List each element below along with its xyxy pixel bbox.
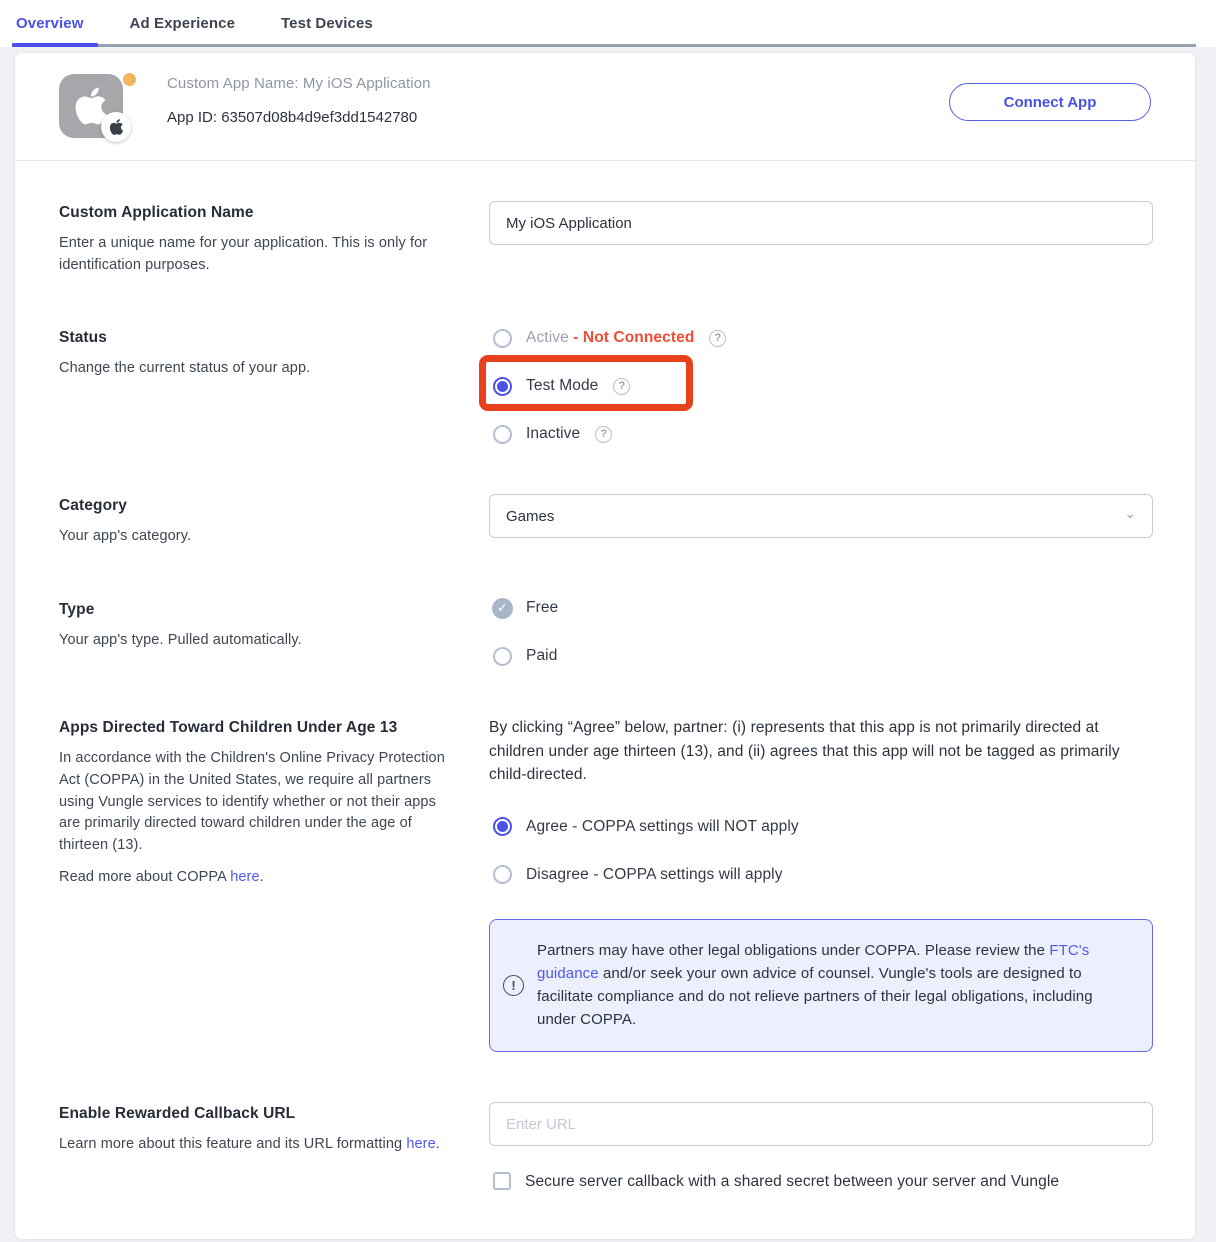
status-option-test-mode[interactable] bbox=[489, 376, 1153, 396]
chevron-down-icon: ⌄ bbox=[1124, 505, 1136, 522]
inactive-radio[interactable] bbox=[493, 425, 512, 444]
row-category bbox=[59, 494, 1151, 548]
status-options bbox=[489, 326, 1153, 444]
coppa-here-link[interactable]: here bbox=[230, 868, 260, 885]
ios-platform-badge bbox=[101, 112, 131, 142]
coppa-read-more: Read more about COPPA here. bbox=[59, 868, 264, 885]
coppa-field-block bbox=[489, 716, 1153, 1052]
disagree-radio[interactable] bbox=[493, 865, 512, 884]
row-custom-application-name bbox=[59, 201, 1151, 276]
paid-label: Paid bbox=[526, 647, 558, 665]
paid-radio bbox=[493, 647, 512, 666]
overview-card bbox=[14, 52, 1196, 1240]
category-description: Your app's category. bbox=[59, 528, 192, 545]
ftc-guidance-link[interactable]: FTC's guidance bbox=[537, 941, 1090, 982]
callback-heading: Enable Rewarded Callback URL bbox=[59, 1105, 296, 1123]
status-heading: Status bbox=[59, 329, 107, 347]
secure-callback-label: Secure server callback with a shared secret between your server and Vungle bbox=[525, 1173, 1060, 1191]
secure-callback-checkbox[interactable] bbox=[493, 1172, 511, 1190]
status-option-inactive[interactable] bbox=[489, 424, 1153, 444]
active-radio[interactable] bbox=[493, 329, 512, 348]
secure-callback-row bbox=[489, 1170, 1153, 1194]
pending-status-dot bbox=[123, 73, 136, 86]
custom-name-input[interactable] bbox=[489, 201, 1153, 245]
callback-field-block bbox=[489, 1102, 1153, 1194]
row-status bbox=[59, 326, 1151, 444]
type-heading: Type bbox=[59, 601, 95, 619]
app-icon bbox=[59, 74, 123, 138]
coppa-notice-text: Partners may have other legal obligations under COPPA. Please review the FTC's guidance and/or seek your own advice of counsel. Vungle's tools are designed to facilitate compliance and do not relieve partners of their legal obligations, including under COPPA. bbox=[537, 941, 1093, 1028]
inactive-label: Inactive bbox=[526, 425, 581, 443]
custom-name-label-block bbox=[59, 201, 489, 276]
free-label: Free bbox=[526, 599, 559, 617]
test-mode-help-icon[interactable]: ? bbox=[613, 378, 630, 395]
coppa-notice-box bbox=[489, 919, 1153, 1053]
category-field-block bbox=[489, 494, 1153, 548]
connect-app-button[interactable]: Connect App bbox=[949, 83, 1151, 121]
callback-here-link[interactable]: here bbox=[406, 1136, 436, 1153]
tab-bar bbox=[0, 0, 1216, 47]
category-select[interactable] bbox=[489, 494, 1153, 538]
type-description: Your app's type. Pulled automatically. bbox=[59, 632, 302, 649]
coppa-agreement-text: By clicking “Agree” below, partner: (i) represents that this app is not primarily directed at children under age thirteen (13), and (ii) agrees that this app will not be tagged as primarily child-directed. bbox=[489, 719, 1120, 784]
callback-label-block bbox=[59, 1102, 489, 1194]
coppa-options bbox=[489, 817, 1153, 885]
type-option-free bbox=[489, 598, 1153, 618]
tab-ad-experience[interactable]: Ad Experience bbox=[129, 15, 236, 32]
callback-url-input[interactable] bbox=[489, 1102, 1153, 1146]
status-option-active[interactable] bbox=[489, 328, 1153, 348]
agree-radio[interactable] bbox=[493, 817, 512, 836]
coppa-heading: Apps Directed Toward Children Under Age 13 bbox=[59, 719, 398, 737]
type-label-block bbox=[59, 598, 489, 666]
app-header bbox=[15, 53, 1195, 161]
row-coppa bbox=[59, 716, 1151, 1052]
active-label: Active - Not Connected bbox=[526, 329, 695, 347]
coppa-description: In accordance with the Children's Online Privacy Protection Act (COPPA) in the United States, we require all partners using Vungle services to identify whether or not their apps are primarily directed toward children under the age of thirteen (13). bbox=[59, 750, 445, 854]
agree-label: Agree - COPPA settings will NOT apply bbox=[526, 817, 799, 835]
coppa-label-block bbox=[59, 716, 489, 1052]
custom-name-description: Enter a unique name for your application. This is only for identification purposes. bbox=[59, 234, 428, 273]
free-check-icon: ✓ bbox=[492, 598, 513, 619]
category-label-block bbox=[59, 494, 489, 548]
coppa-option-agree[interactable] bbox=[489, 817, 1153, 837]
custom-app-name-line: Custom App Name: My iOS Application bbox=[167, 75, 431, 92]
overview-form bbox=[15, 161, 1195, 1239]
category-selected-value: Games bbox=[506, 507, 555, 525]
status-description: Change the current status of your app. bbox=[59, 360, 311, 377]
custom-name-field-block bbox=[489, 201, 1153, 276]
row-type bbox=[59, 598, 1151, 666]
info-icon: ! bbox=[503, 975, 524, 996]
apple-badge-icon bbox=[109, 118, 124, 136]
active-help-icon[interactable]: ? bbox=[709, 330, 726, 347]
disagree-label: Disagree - COPPA settings will apply bbox=[526, 865, 783, 883]
app-id-line: App ID: 63507d08b4d9ef3dd1542780 bbox=[167, 109, 418, 126]
tab-overview[interactable]: Overview bbox=[16, 0, 84, 47]
category-heading: Category bbox=[59, 497, 127, 515]
coppa-option-disagree[interactable] bbox=[489, 865, 1153, 885]
inactive-help-icon[interactable]: ? bbox=[595, 426, 612, 443]
app-header-text bbox=[167, 69, 431, 126]
type-option-paid bbox=[489, 646, 1153, 666]
test-mode-label: Test Mode bbox=[526, 377, 599, 395]
callback-description: Learn more about this feature and its URL formatting here. bbox=[59, 1136, 440, 1153]
status-label-block bbox=[59, 326, 489, 444]
row-callback-url bbox=[59, 1102, 1151, 1194]
tab-test-devices[interactable]: Test Devices bbox=[281, 15, 373, 32]
type-options bbox=[489, 598, 1153, 666]
custom-name-heading: Custom Application Name bbox=[59, 204, 254, 221]
test-mode-radio[interactable] bbox=[493, 377, 512, 396]
